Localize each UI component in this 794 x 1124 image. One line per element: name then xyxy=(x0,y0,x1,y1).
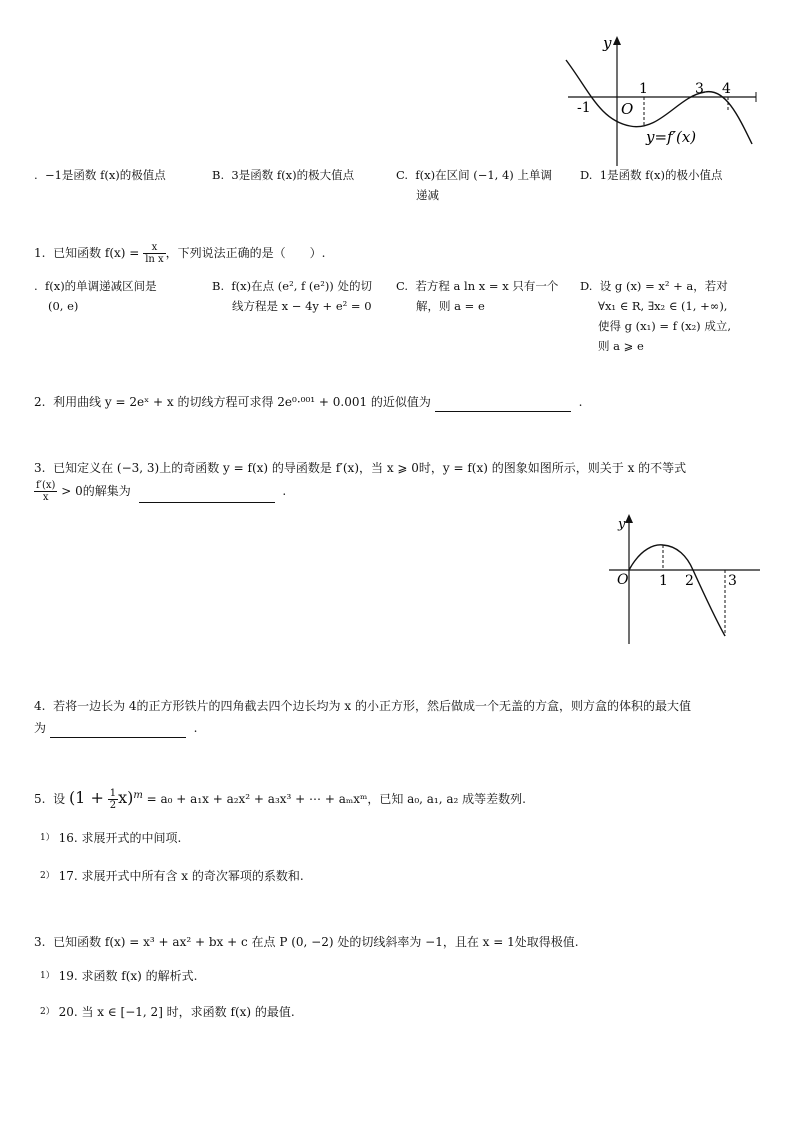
q5-sub2-text: 17. 求展开式中所有含 x 的奇次幂项的系数和. xyxy=(58,869,304,883)
q1-option-a[interactable] xyxy=(34,276,157,316)
q0-option-d[interactable] xyxy=(580,165,722,185)
q3-answer-blank[interactable] xyxy=(139,488,275,503)
q1-stem-pre: 已知函数 f(x) = xyxy=(53,246,140,260)
q2-text: 利用曲线 y = 2eˣ + x 的切线方程可求得 2e⁰·⁰⁰¹ + 0.001 的近似值为 xyxy=(53,395,431,409)
q5-sub2 xyxy=(40,866,304,886)
q6-sub1-text: 19. 求函数 f(x) 的解析式. xyxy=(58,969,198,983)
q0-d-text: 1是函数 f(x)的极小值点 xyxy=(599,168,723,182)
q1-c-text2: 解，则 a = e xyxy=(416,299,485,313)
q1-d-text2: ∀x₁ ∈ R, ∃x₂ ∈ (1, +∞), xyxy=(598,299,728,313)
q2-number: 2. xyxy=(34,395,46,409)
q3-stem xyxy=(34,458,686,478)
q1-option-d[interactable] xyxy=(580,276,731,356)
q0-option-b[interactable] xyxy=(212,165,354,185)
origin-label: O xyxy=(617,572,629,588)
q6-stem-text: 已知函数 f(x) = x³ + ax² + bx + c 在点 P (0, −2) 处的切线斜率为 −1，且在 x = 1处取得极值. xyxy=(53,935,579,949)
q0-a-letter: . xyxy=(34,168,38,182)
q1-b-text2: 线方程是 x − 4y + e² = 0 xyxy=(232,299,372,313)
q6-sub2 xyxy=(40,1002,295,1022)
q0-c-text1: f(x)在区间 (−1, 4) 上单调 xyxy=(415,168,552,182)
q0-b-letter: B. xyxy=(212,168,225,182)
q5-stem-mid: = a₀ + a₁x + a₂x² + a₃x³ + ⋯ + aₘxᵐ，已知 a₀, a₁, a₂ 成等差数列. xyxy=(146,792,526,806)
q3-line1: 已知定义在 (−3, 3)上的奇函数 y = f(x) 的导函数是 f′(x)，当 x ⩾ 0时，y = f(x) 的图象如图所示，则关于 x 的不等式 xyxy=(53,461,687,475)
q1-d-text1: 设 g (x) = x² + a，若对 xyxy=(599,279,728,293)
q5-number: 5. xyxy=(34,792,46,806)
q5-paren-right: x) xyxy=(118,788,134,807)
graph-fx xyxy=(605,510,765,650)
q3-line2: > 0的解集为 xyxy=(61,484,131,498)
q4-end: . xyxy=(193,721,198,735)
tick-neg1: -1 xyxy=(577,100,591,116)
tick-3: 3 xyxy=(695,81,704,97)
y-label: y xyxy=(618,517,626,532)
q5-sub2-marker: 2） xyxy=(40,871,55,881)
tick-4: 4 xyxy=(722,81,731,97)
tick-2: 2 xyxy=(685,573,694,589)
q1-d-text3: 使得 g (x₁) = f (x₂) 成立, xyxy=(598,319,731,333)
q1-stem-post: ，下列说法正确的是（ ）. xyxy=(165,246,326,260)
q1-a-letter: . xyxy=(34,279,38,293)
tick-3: 3 xyxy=(728,573,737,589)
q3-number: 3. xyxy=(34,461,46,475)
q5-power: m xyxy=(133,790,143,801)
q2-stem xyxy=(34,392,582,412)
q0-c-letter: C. xyxy=(396,168,409,182)
q0-option-c[interactable] xyxy=(396,165,552,205)
curve-label: y=f′(x) xyxy=(646,128,697,146)
q4-line2-prefix: 为 xyxy=(34,721,47,735)
q4-line2-row xyxy=(34,718,198,738)
q5-stem xyxy=(34,786,526,811)
y-label: y xyxy=(603,34,612,52)
q6-stem xyxy=(34,932,579,952)
origin-label: O xyxy=(621,100,634,118)
q1-a-text2: (0, e) xyxy=(48,299,79,313)
q1-fraction: $\frac{x}{\text{ln x}}$ xyxy=(145,242,164,265)
q5-sub1 xyxy=(40,828,181,848)
q6-sub1-marker: 1） xyxy=(40,971,55,981)
q3-end: . xyxy=(282,484,287,498)
q6-sub1 xyxy=(40,966,197,986)
q1-b-text1: f(x)在点 (e², f (e²)) 处的切 xyxy=(231,279,372,293)
q6-sub2-marker: 2） xyxy=(40,1007,55,1017)
q4-line1: 若将一边长为 4的正方形铁片的四角截去四个边长均为 x 的小正方形，然后做成一个无盖的方盒，则方盒的体积的最大值 xyxy=(53,699,691,713)
q3-fraction: $\frac{f'(x)}{x}$ xyxy=(36,480,56,503)
q0-b-text: 3是函数 f(x)的极大值点 xyxy=(231,168,355,182)
q1-d-letter: D. xyxy=(580,279,593,293)
tick-1: 1 xyxy=(659,573,668,589)
graph-derivative xyxy=(560,30,770,170)
q4-stem xyxy=(34,696,691,716)
q1-d-text4: 则 a ⩾ e xyxy=(598,339,644,353)
q5-fraction: $\frac{1}{2}$ xyxy=(109,788,117,811)
q1-option-b[interactable] xyxy=(212,276,372,316)
q1-a-text1: f(x)的单调递减区间是 xyxy=(44,279,157,293)
q0-option-a[interactable] xyxy=(34,165,166,185)
q1-number: 1. xyxy=(34,246,46,260)
q2-answer-blank[interactable] xyxy=(435,397,571,412)
q0-a-text: −1是函数 f(x)的极值点 xyxy=(44,168,166,182)
q5-stem-pre: 设 xyxy=(53,792,66,806)
q2-end: . xyxy=(578,395,583,409)
q1-c-letter: C. xyxy=(396,279,409,293)
q4-number: 4. xyxy=(34,699,46,713)
curve-fx xyxy=(629,545,725,636)
tick-1: 1 xyxy=(639,81,648,97)
q1-stem xyxy=(34,242,325,265)
q3-inequality xyxy=(34,480,286,503)
q0-c-text2: 递减 xyxy=(416,188,439,202)
q1-b-letter: B. xyxy=(212,279,225,293)
q6-sub2-text: 20. 当 x ∈ [−1, 2] 时，求函数 f(x) 的最值. xyxy=(58,1005,295,1019)
q4-answer-blank[interactable] xyxy=(50,723,186,738)
q5-sub1-marker: 1） xyxy=(40,833,55,843)
q0-d-letter: D. xyxy=(580,168,593,182)
q5-sub1-text: 16. 求展开式的中间项. xyxy=(58,831,182,845)
q5-paren-left: (1 + xyxy=(68,788,104,807)
q6-number: 3. xyxy=(34,935,46,949)
q1-option-c[interactable] xyxy=(396,276,558,316)
q1-c-text1: 若方程 a ln x = x 只有一个 xyxy=(415,279,559,293)
